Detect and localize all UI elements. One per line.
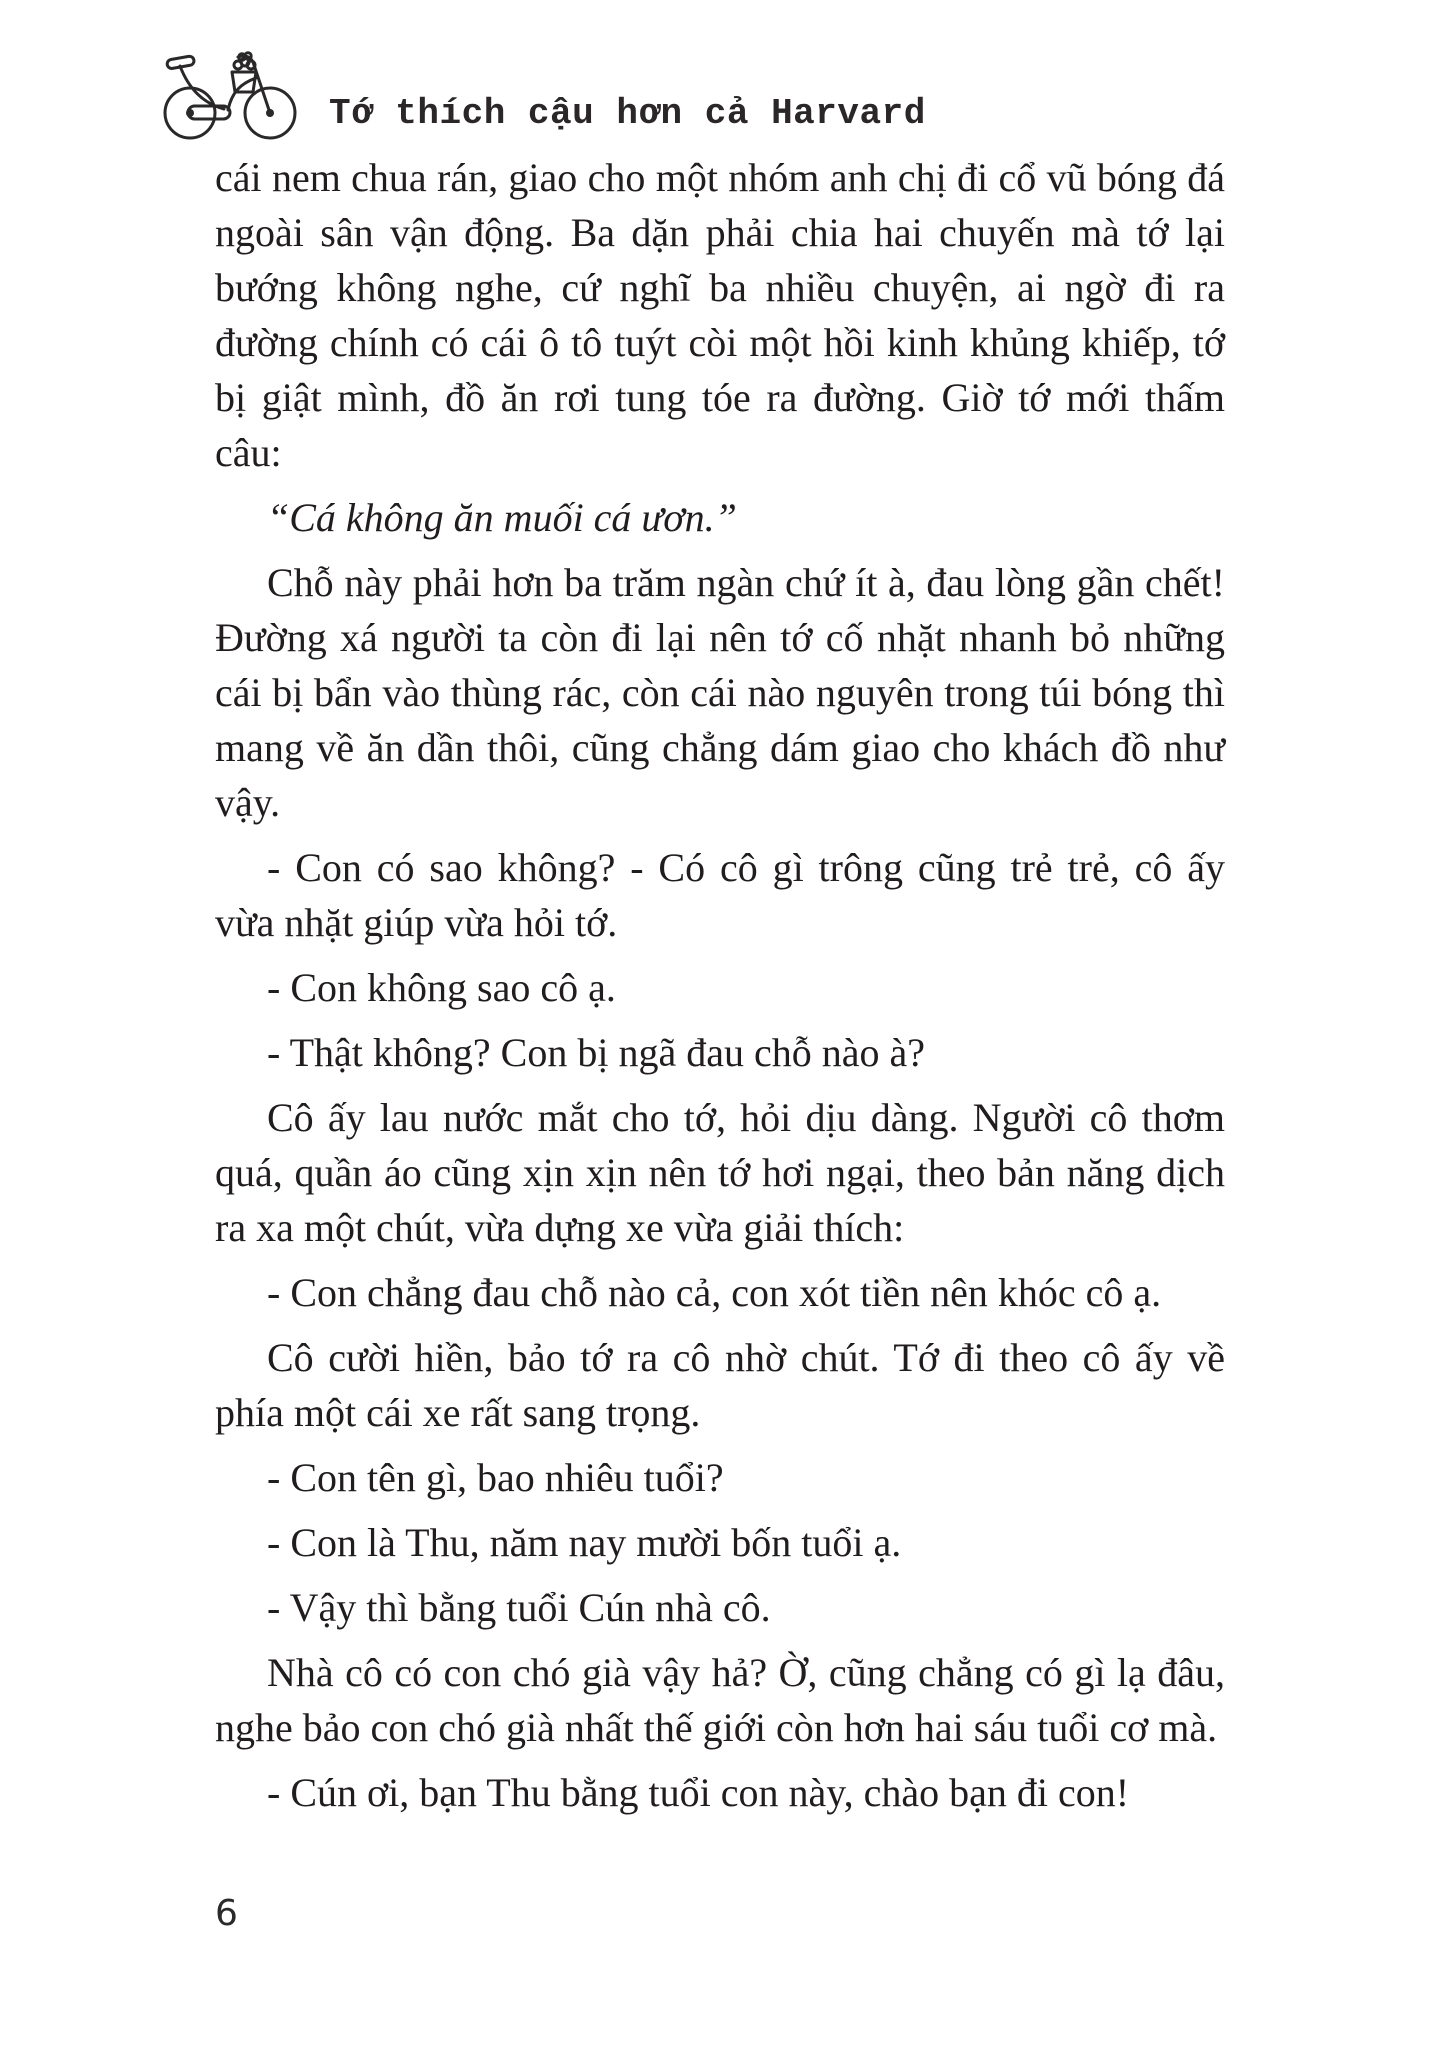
page-body-text — [215, 150, 1225, 1830]
paragraph: - Cún ơi, bạn Thu bằng tuổi con này, chào bạn đi con! — [267, 1770, 1130, 1815]
paragraph: “Cá không ăn muối cá ươn.” — [267, 495, 737, 540]
paragraph: - Thật không? Con bị ngã đau chỗ nào à? — [267, 1030, 925, 1075]
paragraph: - Vậy thì bằng tuổi Cún nhà cô. — [267, 1585, 771, 1630]
book-title: Tớ thích cậu hơn cả Harvard — [329, 93, 926, 134]
paragraph: cái nem chua rán, giao cho một nhóm anh chị đi cổ vũ bóng đá ngoài sân vận động. Ba dặn phải chia hai chuyến mà tớ lại bướng không nghe, cứ nghĩ ba nhiều chuyện, ai ngờ đi ra đường chính có cái ô tô tuýt còi một hồi kinh khủng khiếp, tớ bị giật mình, đồ ăn rơi tung tóe ra đường. Giờ tớ mới thấm câu: — [215, 155, 1225, 475]
paragraph: Nhà cô có con chó già vậy hả? Ờ, cũng chẳng có gì lạ đâu, nghe bảo con chó già nhất thế giới còn hơn hai sáu tuổi cơ mà. — [215, 1650, 1225, 1750]
paragraph: - Con tên gì, bao nhiêu tuổi? — [267, 1455, 724, 1500]
page-header — [150, 45, 926, 142]
paragraph: Cô ấy lau nước mắt cho tớ, hỏi dịu dàng. Người cô thơm quá, quần áo cũng xịn xịn nên tớ hơi ngại, theo bản năng dịch ra xa một chút, vừa dựng xe vừa giải thích: — [215, 1095, 1225, 1250]
page-number: 6 — [215, 1893, 238, 1934]
bicycle-with-flower-basket-icon — [150, 45, 315, 142]
paragraph: - Con không sao cô ạ. — [267, 965, 616, 1010]
paragraph: - Con có sao không? - Có cô gì trông cũng trẻ trẻ, cô ấy vừa nhặt giúp vừa hỏi tớ. — [215, 845, 1225, 945]
paragraph: Chỗ này phải hơn ba trăm ngàn chứ ít à, đau lòng gần chết! Đường xá người ta còn đi lại nên tớ cố nhặt nhanh bỏ những cái bị bẩn vào thùng rác, còn cái nào nguyên trong túi bóng thì mang về ăn dần thôi, cũng chẳng dám giao cho khách đồ như vậy. — [215, 560, 1225, 825]
paragraph: Cô cười hiền, bảo tớ ra cô nhờ chút. Tớ đi theo cô ấy về phía một cái xe rất sang trọng. — [215, 1335, 1225, 1435]
paragraph: - Con là Thu, năm nay mười bốn tuổi ạ. — [267, 1520, 902, 1565]
paragraph: - Con chẳng đau chỗ nào cả, con xót tiền nên khóc cô ạ. — [267, 1270, 1162, 1315]
